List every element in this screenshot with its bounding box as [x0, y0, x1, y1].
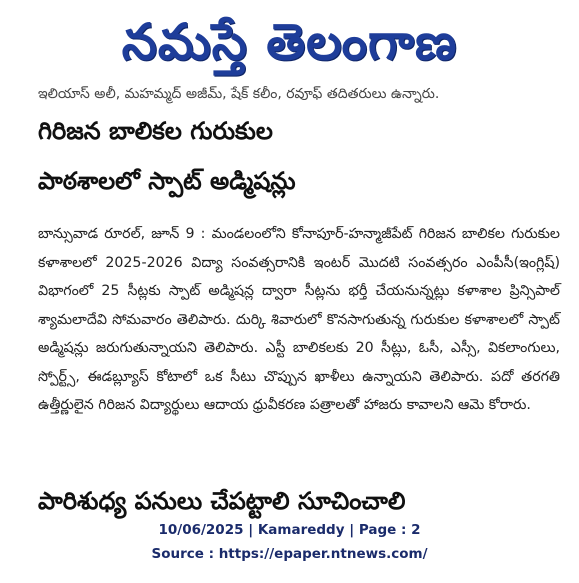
- article-body: బాన్సువాడ రూరల్, జూన్ 9 : మండలంలోని కోనాపూర్-హన్మాజీపేట్ గిరిజన బాలికల గురుకుల కళాశాలలో 2025-2026 విద్యా సంవత్సరానికి ఇంటర్ మొదటి సంవత్సరం ఎంపీసీ(ఇంగ్లిష్) విభాగంలో 25 సీట్లకు స్పాట్ అడ్మిషన్ల ద్వారా సీట్లను భర్తీ చేయనున్నట్లు కళాశాల ప్రిన్సిపాల్ శ్యామలాదేవి సోమవారం తెలిపారు. దుర్కి శివారులో కొనసాగుతున్న గురుకుల కళాశాలలో స్పాట్ అడ్మిషన్లు జరుగుతున్నాయని తెలిపారు. ఎస్టీ బాలికలకు 20 సీట్లు, ఓసీ, ఎస్సీ, వికలాంగులు, స్పోర్ట్స్, ఈడబ్ల్యూస్ కోటాలో ఒక సీటు చొప్పున ఖాళీలు ఉన్నాయని తెలిపారు. పదో తరగతి ఉత్తీర్ణులైన గిరిజన విద్యార్థులు ఆదాయ ధ్రువీకరణ పత్రాలతో హాజరు కావాలని ఆమె కోరారు.: [38, 226, 560, 413]
- article-clipping: [38, 86, 560, 515]
- headline-line-1: గిరిజన బాలికల గురుకుల: [38, 117, 273, 145]
- edition-meta: 10/06/2025 | Kamareddy | Page : 2: [158, 522, 421, 538]
- cut-previous-article-line: ఇలియాస్ అలీ, మహమ్మద్ అజీమ్, షేక్ కలీం, రవూఫ్ తదితరులు ఉన్నారు.: [38, 86, 440, 102]
- source-link[interactable]: Source : https://epaper.ntnews.com/: [151, 546, 428, 562]
- headline-line-2: పాఠశాలలో స్పాట్ అడ్మిషన్లు: [38, 167, 296, 195]
- cut-next-headline: పారిశుధ్య పనులు చేపట్టాలి సూచించాలి: [38, 487, 406, 515]
- newspaper-logo: నమస్తే తెలంగాణ: [121, 12, 458, 71]
- clipping-footer: [0, 518, 579, 566]
- masthead: [0, 6, 579, 78]
